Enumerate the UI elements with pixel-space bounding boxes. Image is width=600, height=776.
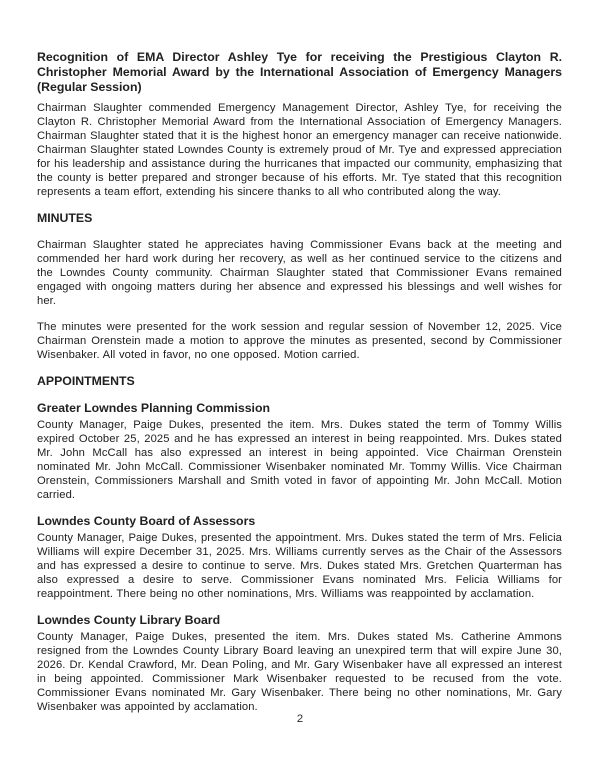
appointment-item-library-board [37,613,562,714]
library-board-heading: Lowndes County Library Board [37,613,221,627]
planning-commission-heading: Greater Lowndes Planning Commission [37,401,270,415]
minutes-paragraph-1: Chairman Slaughter stated he appreciates having Commissioner Evans back at the meeting and commended her hard work during her recovery, as well as her continued service to the citizens and the Lowndes County community. Chairman Slaughter stated that Commissioner Evans remained engaged with ongoing matters during her absence and expressed his blessings and well wishes for her. [37,239,562,307]
appointment-item-planning-commission [37,401,562,502]
board-of-assessors-paragraph: County Manager, Paige Dukes, presented the appointment. Mrs. Dukes stated the term of Mrs. Felicia Williams will expire December 31, 2025. Mrs. Williams currently serves as the Chair of the Assessors and has expressed a desire to continue to serve. Mrs. Dukes stated Mrs. Gretchen Quarterman has also expressed a desire to serve. Commissioner Evans nominated Mrs. Felicia Williams for reappointment. There being no other nominations, Mrs. Williams was reappointed by acclamation. [37,532,562,600]
recognition-section [37,50,562,199]
appointment-item-board-of-assessors [37,514,562,601]
minutes-heading: MINUTES [37,211,93,225]
minutes-paragraph-2: The minutes were presented for the work session and regular session of November 12, 2025. Vice Chairman Orenstein made a motion to approve the minutes as presented, second by Commissioner Wisenbaker. All voted in favor, no one opposed. Motion carried. [37,321,562,361]
appointments-heading: APPOINTMENTS [37,374,135,388]
recognition-heading: Recognition of EMA Director Ashley Tye for receiving the Prestigious Clayton R. Christopher Memorial Award by the International Association of Emergency Managers (Regular Session) [37,50,562,94]
page-number: 2 [296,713,304,725]
library-board-paragraph: County Manager, Paige Dukes, presented the item. Mrs. Dukes stated Ms. Catherine Ammons resigned from the Lowndes County Library Board leaving an unexpired term that will expire June 30, 2026. Dr. Kendal Crawford, Mr. Dean Poling, and Mr. Gary Wisenbaker have all expressed an interest in being appointed. Commissioner Mark Wisenbaker requested to be recused from the vote. Commissioner Evans nominated Mr. Gary Wisenbaker. There being no other nominations, Mr. Gary Wisenbaker was appointed by acclamation. [37,631,562,713]
minutes-section [37,211,562,362]
planning-commission-paragraph: County Manager, Paige Dukes, presented the item. Mrs. Dukes stated the term of Tommy Willis expired October 25, 2025 and he has expressed an interest in being reappointed. Mrs. Dukes stated Mr. John McCall has also expressed an interest in being appointed. Vice Chairman Orenstein nominated Mr. John McCall. Commissioner Wisenbaker nominated Mr. Tommy Willis. Vice Chairman Orenstein, Commissioners Marshall and Smith voted in favor of appointing Mr. John McCall. Motion carried. [37,419,562,501]
recognition-paragraph: Chairman Slaughter commended Emergency Management Director, Ashley Tye, for receiving the Clayton R. Christopher Memorial Award from the International Association of Emergency Managers. Chairman Slaughter stated that it is the highest honor an emergency manager can receive nationwide. Chairman Slaughter stated Lowndes County is extremely proud of Mr. Tye and expressed appreciation for his leadership and assistance during the hurricanes that impacted our community, emphasizing that the county is better prepared and stronger because of his efforts. Mr. Tye stated that this recognition represents a team effort, extending his sincere thanks to all who contributed along the way. [37,102,562,198]
appointments-section [37,374,562,714]
board-of-assessors-heading: Lowndes County Board of Assessors [37,514,256,528]
